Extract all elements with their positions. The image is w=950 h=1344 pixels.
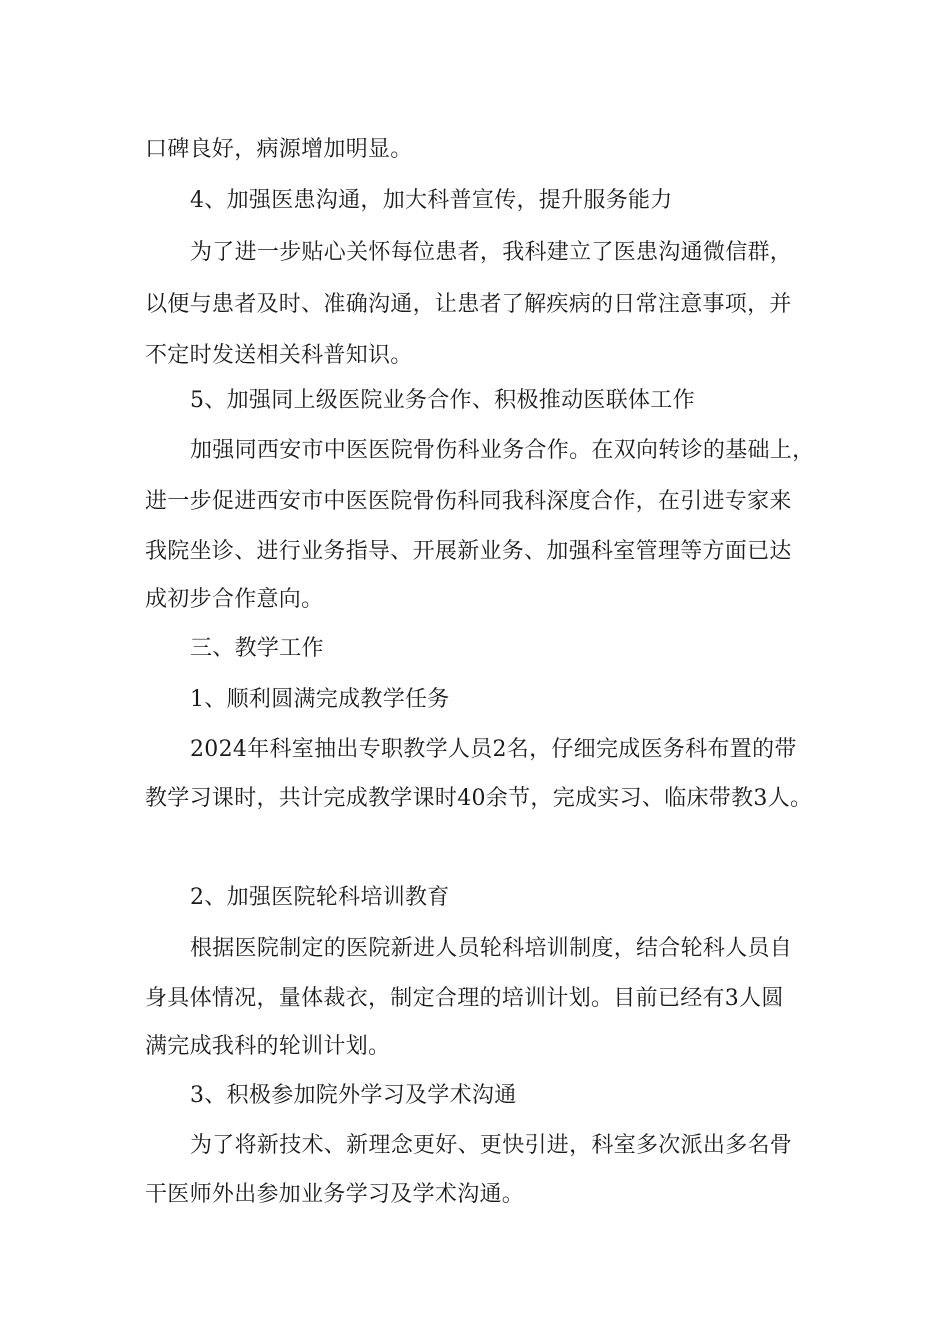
paragraph-line: 我院坐诊、进行业务指导、开展新业务、加强科室管理等方面已达 xyxy=(145,539,792,564)
paragraph-line: 以便与患者及时、准确沟通，让患者了解疾病的日常注意事项，并 xyxy=(145,292,792,317)
paragraph-line: 进一步促进西安市中医医院骨伤科同我科深度合作，在引进专家来 xyxy=(145,489,792,514)
chapter-heading: 三、教学工作 xyxy=(190,636,324,661)
paragraph-line: 根据医院制定的医院新进人员轮科培训制度，结合轮科人员自 xyxy=(190,936,793,961)
section-heading: 2、加强医院轮科培训教育 xyxy=(190,885,450,910)
paragraph-line: 不定时发送相关科普知识。 xyxy=(145,343,413,368)
section-heading: 3、积极参加院外学习及学术沟通 xyxy=(190,1083,517,1108)
paragraph-line: 成初步合作意向。 xyxy=(145,587,324,612)
paragraph-line: 2024年科室抽出专职教学人员2名，仔细完成医务科布置的带 xyxy=(190,737,797,762)
paragraph-line: 满完成我科的轮训计划。 xyxy=(145,1034,391,1059)
paragraph-line: 教学习课时，共计完成教学课时40余节，完成实习、临床带教3人。 xyxy=(145,786,813,811)
paragraph-line: 口碑良好，病源增加明显。 xyxy=(145,137,413,162)
paragraph-line: 为了进一步贴心关怀每位患者，我科建立了医患沟通微信群， xyxy=(190,240,793,265)
section-heading: 1、顺利圆满完成教学任务 xyxy=(190,687,450,712)
section-heading: 4、加强医患沟通，加大科普宣传，提升服务能力 xyxy=(190,188,673,213)
section-heading: 5、加强同上级医院业务合作、积极推动医联体工作 xyxy=(190,388,695,413)
paragraph-line: 身具体情况，量体裁衣，制定合理的培训计划。目前已经有3人圆 xyxy=(145,986,784,1011)
paragraph-line: 加强同西安市中医医院骨伤科业务合作。在双向转诊的基础上， xyxy=(190,438,815,463)
paragraph-line: 为了将新技术、新理念更好、更快引进，科室多次派出多名骨 xyxy=(190,1133,793,1158)
paragraph-line: 干医师外出参加业务学习及学术沟通。 xyxy=(145,1182,525,1207)
